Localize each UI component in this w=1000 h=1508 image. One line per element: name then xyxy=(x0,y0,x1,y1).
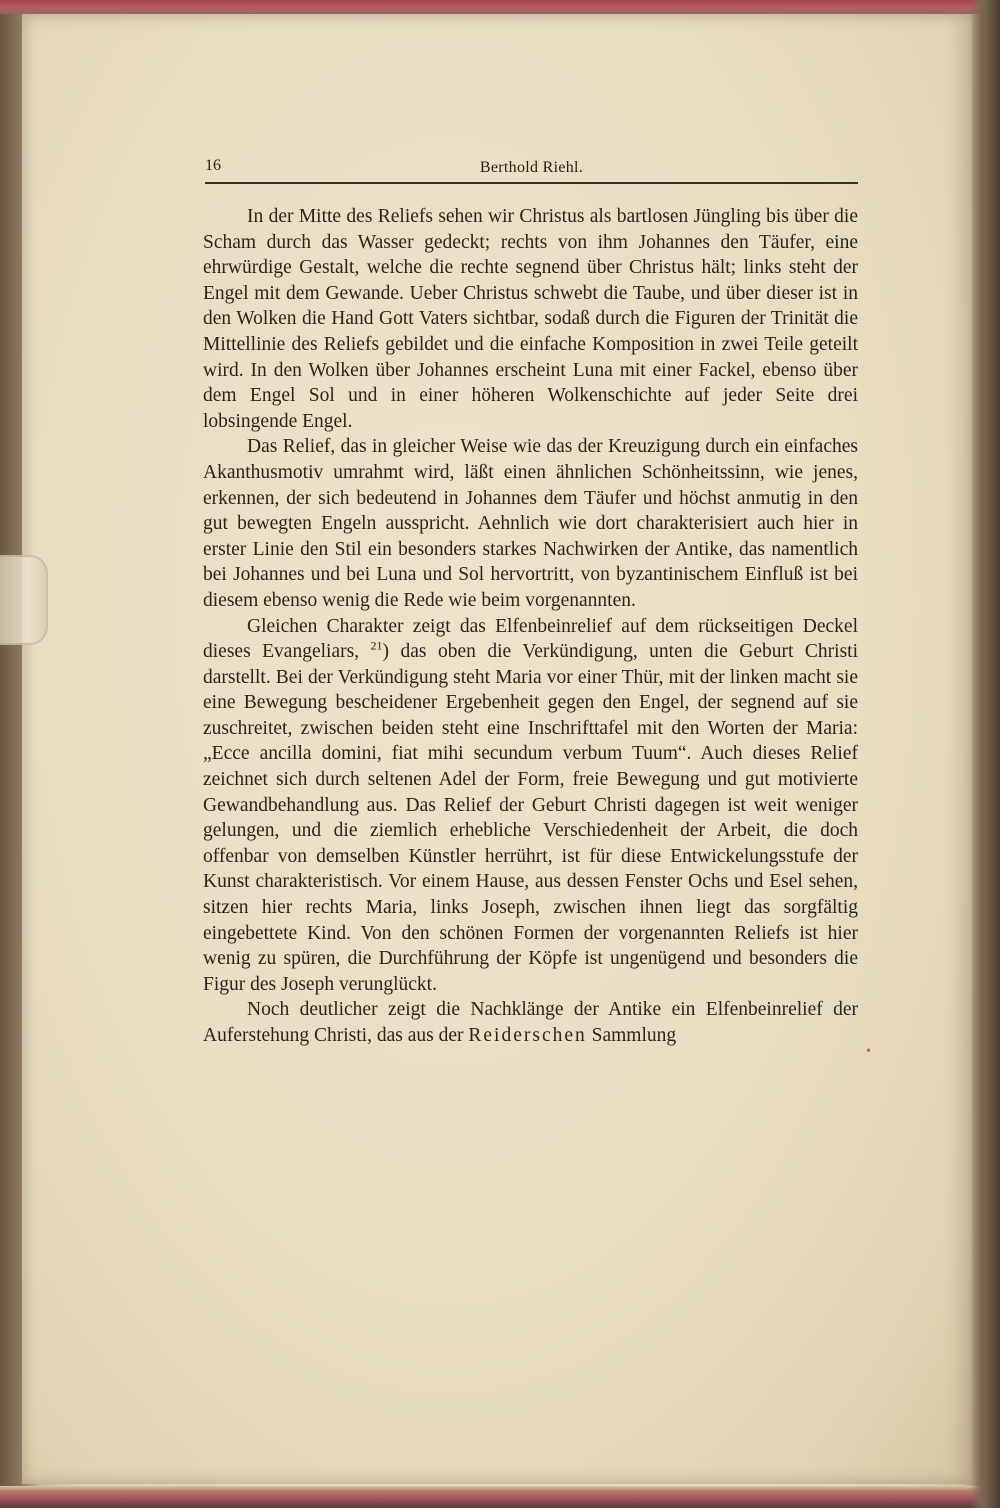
running-head xyxy=(205,157,858,181)
paragraph-text-start: Gleichen Charakter zeigt das Elfenbeinrelief auf dem rückseitigen Deckel dieses Evangeliars, xyxy=(203,615,858,663)
book-gutter-shadow xyxy=(970,0,1000,1508)
paragraph-annunciation-nativity xyxy=(203,614,858,998)
book-cover-edge-bottom xyxy=(0,1486,1000,1508)
paragraph-text-start: Noch deutlicher zeigt die Nachklänge der Antike ein Elfenbeinrelief der Auferstehung Christi, das aus der xyxy=(203,999,858,1046)
book-cover-edge-top xyxy=(0,0,1000,14)
body-text xyxy=(203,204,858,1049)
paragraph-text-end: Sammlung xyxy=(591,1025,677,1046)
page-clip xyxy=(0,555,48,645)
paragraph-relief-style: Das Relief, das in gleicher Weise wie das der Kreuzigung durch ein einfaches Akanthusmotiv umrahmt wird, läßt einen ähnlichen Schönheitssinn, wie jenes, erkennen, der sich bedeutend in Johannes dem Täufer und höchst anmutig in den gut bewegten Engeln ausspricht. Aehnlich wie dort charakterisiert auch hier in erster Linie den Stil ein besonders starkes Nachwirken der Antike, das namentlich bei Johannes und bei Luna und Sol hervortritt, von byzantinischem Einfluß ist bei diesem ebenso wenig die Rede wie beim vorgenannten. xyxy=(203,436,858,611)
paragraph-text-end: ) das oben die Verkündigung, unten die Geburt Christi darstellt. Bei der Verkündigung steht Maria vor einer Thür, mit der linken macht sie eine Bewegung bescheidener Ergebenheit gegen den Engel, der segnend auf sie zuschreitet, zwischen beiden steht eine Inschrifttafel mit den Worten der Maria: „Ecce ancilla domini, fiat mihi secundum verbum Tuum“. Auch dieses Relief zeichnet sich durch seltenen Adel der Form, freie Bewegung und gut motivierte Gewandbehandlung aus. Das Relief der Geburt Christi dagegen ist weit weniger gelungen, und die ziemlich erhebliche Verschiedenheit der Arbeit, die doch offenbar von demselben Künstler herrührt, ist für diese Entwickelungsstufe der Kunst charakteristisch. Vor einem Hause, aus dessen Fenster Ochs und Esel sehen, sitzen hier rechts Maria, links Joseph, zwischen ihnen liegt das sorgfältig eingebettete Kind. Von den schönen Formen der vorgenannten Reliefs ist hier wenig zu spüren, die Durchführung der Köpfe ist ungenügend und besonders die Figur des Joseph verunglückt. xyxy=(203,641,858,995)
running-head-author: Berthold Riehl. xyxy=(479,159,584,176)
spaced-name: Reiderschen xyxy=(468,1025,587,1046)
page-number: 16 xyxy=(205,157,221,174)
margin-mark: • xyxy=(866,1044,871,1059)
paragraph-resurrection-relief xyxy=(203,997,858,1048)
footnote-reference[interactable]: 21 xyxy=(370,638,383,653)
header-rule xyxy=(205,182,858,184)
paragraph-baptism-relief: In der Mitte des Reliefs sehen wir Christus als bartlosen Jüngling bis über die Scham durch das Wasser gedeckt; rechts von ihm Johannes den Täufer, eine ehrwürdige Gestalt, welche die rechte segnend über Christus hält; links steht der Engel mit dem Gewande. Ueber Christus schwebt die Taube, und über dieser ist in den Wolken die Hand Gott Vaters sichtbar, sodaß durch die Figuren der Trinität die Mittellinie des Reliefs gebildet und die einfache Komposition in zwei Teile geteilt wird. In den Wolken über Johannes erscheint Luna mit einer Fackel, ebenso über dem Engel Sol und in einer höheren Wolkenschichte auf jeder Seite drei lobsingende Engel. xyxy=(203,206,858,432)
